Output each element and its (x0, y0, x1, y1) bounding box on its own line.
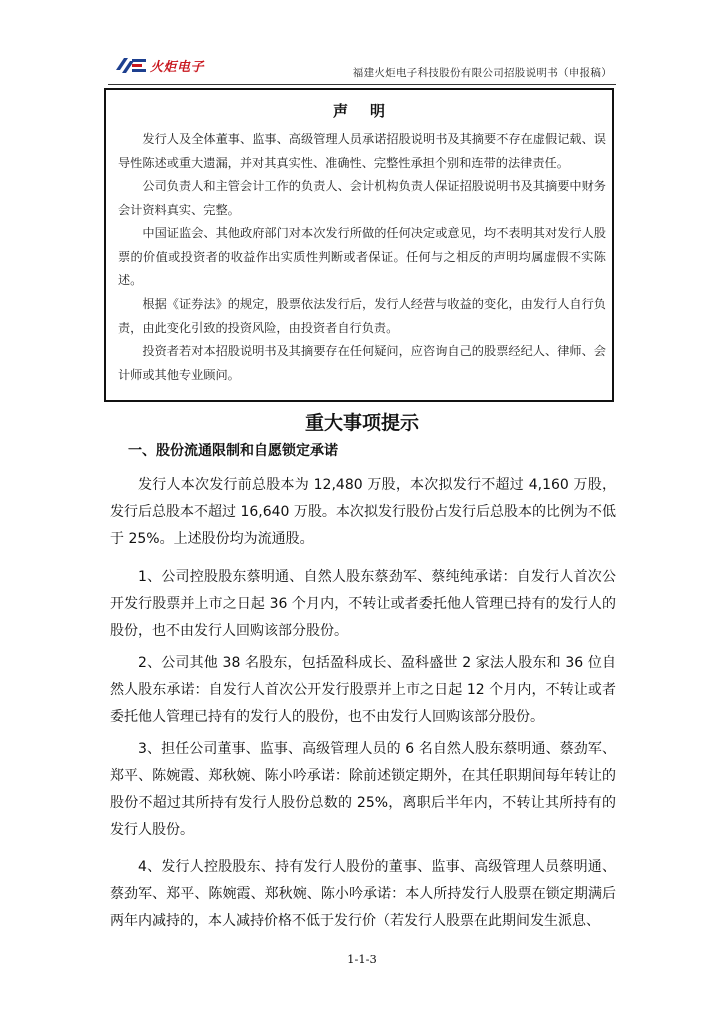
page-number: 1-1-3 (347, 952, 377, 966)
declaration-paragraph: 发行人及全体董事、监事、高级管理人员承诺招股说明书及其摘要不存在虚假记载、误导性陈述或重大遗漏，并对其真实性、准确性、完整性承担个别和连带的法律责任。 (118, 132, 606, 170)
declaration-paragraph: 中国证监会、其他政府部门对本次发行所做的任何决定或意见，均不表明其对发行人股票的价值或投资者的收益作出实质性判断或者保证。任何与之相反的声明均属虚假不实陈述。 (118, 226, 606, 287)
section-title: 一、股份流通限制和自愿锁定承诺 (128, 443, 338, 459)
logo-text: 火炬电子 (150, 59, 205, 75)
company-logo (114, 52, 204, 78)
declaration-box (104, 88, 614, 402)
logo-mark-icon (114, 55, 148, 75)
main-title: 重大事项提示 (304, 412, 419, 434)
declaration-paragraph: 投资者若对本招股说明书及其摘要存在任何疑问，应咨询自己的股票经纪人、律师、会计师或其他专业顾问。 (118, 344, 606, 382)
body-paragraph: 3、担任公司董事、监事、高级管理人员的 6 名自然人股东蔡明通、蔡劲军、郑平、陈婉霞、郑秋婉、陈小吟承诺：除前述锁定期外，在其任职期间每年转让的股份不超过其所持有发行人股份总数的 25%，离职后半年内，不转让其所持有的发行人股份。 (110, 741, 616, 838)
document-header-title: 福建火炬电子科技股份有限公司招股说明书（申报稿） (352, 67, 612, 79)
body-paragraph: 发行人本次发行前总股本为 12,480 万股，本次拟发行不超过 4,160 万股，发行后总股本不超过 16,640 万股。本次拟发行股份占发行后总股本的比例为不低于 25%。上述股份均为流通股。 (110, 477, 616, 547)
declaration-title: 声明 (332, 102, 407, 120)
declaration-paragraph: 公司负责人和主管会计工作的负责人、会计机构负责人保证招股说明书及其摘要中财务会计资料真实、完整。 (118, 179, 606, 217)
body-paragraph: 4、发行人控股股东、持有发行人股份的董事、监事、高级管理人员蔡明通、蔡劲军、郑平、陈婉霞、郑秋婉、陈小吟承诺：本人所持发行人股票在锁定期满后两年内减持的，本人减持价格不低于发行价（若发行人股票在此期间发生派息、 (110, 859, 616, 929)
page-header (108, 48, 616, 85)
body-paragraph: 1、公司控股股东蔡明通、自然人股东蔡劲军、蔡纯纯承诺：自发行人首次公开发行股票并上市之日起 36 个月内，不转让或者委托他人管理已持有的发行人的股份，也不由发行人回购该部分股份。 (110, 569, 616, 639)
body-paragraph: 2、公司其他 38 名股东，包括盈科成长、盈科盛世 2 家法人股东和 36 位自然人股东承诺：自发行人首次公开发行股票并上市之日起 12 个月内，不转让或者委托他人管理已持有的发行人的股份，也不由发行人回购该部分股份。 (110, 655, 616, 725)
declaration-paragraph: 根据《证券法》的规定，股票依法发行后，发行人经营与收益的变化，由发行人自行负责，由此变化引致的投资风险，由投资者自行负责。 (118, 297, 606, 335)
